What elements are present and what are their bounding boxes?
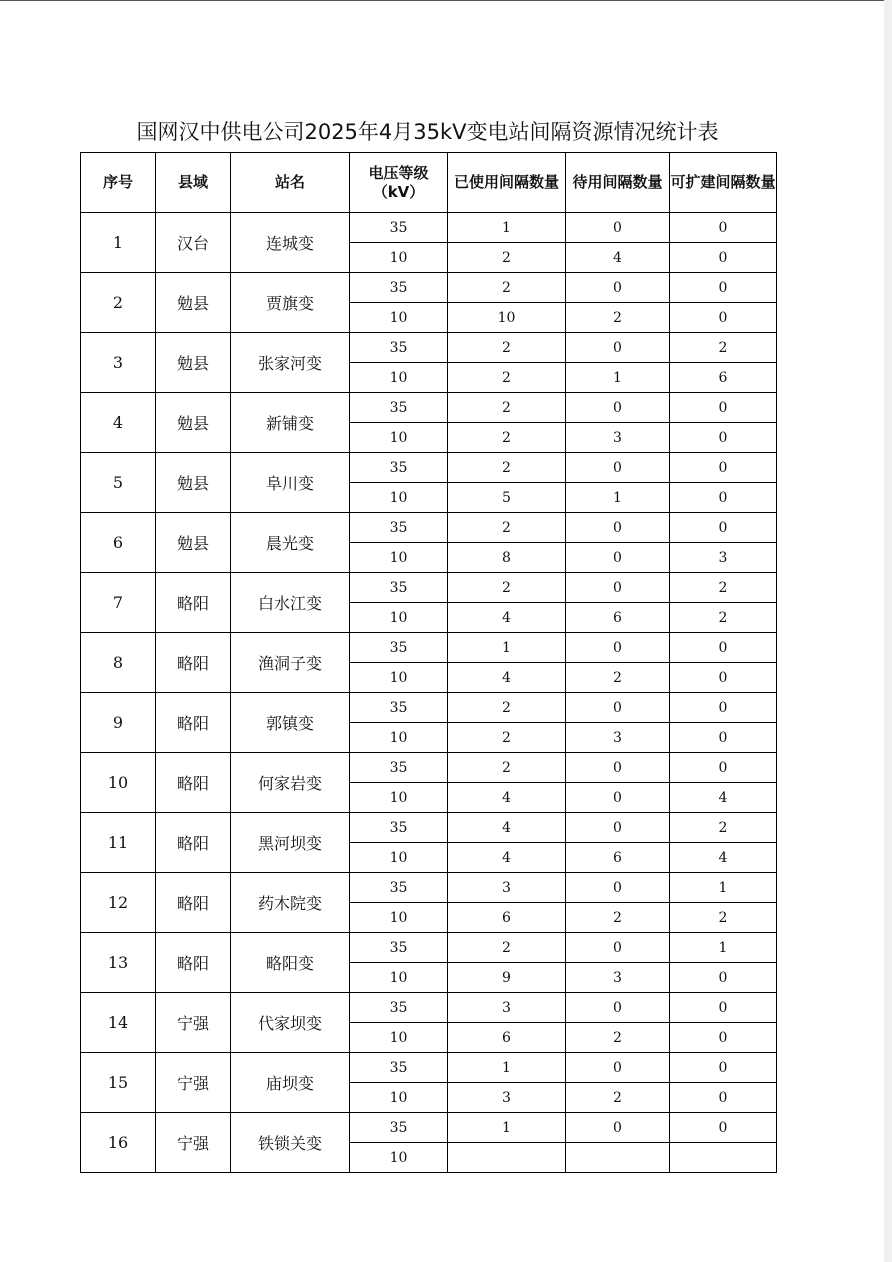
voltage-level-cell: 35 — [350, 393, 448, 423]
used-bays-cell: 2 — [448, 333, 566, 363]
header-standby-bays: 待用间隔数量 — [566, 153, 670, 213]
standby-bays-cell: 0 — [566, 873, 670, 903]
voltage-level-cell: 35 — [350, 513, 448, 543]
row-number-cell: 7 — [81, 573, 156, 633]
county-cell: 略阳 — [156, 633, 231, 693]
row-number-cell: 15 — [81, 1053, 156, 1113]
table-row — [81, 873, 777, 903]
row-number-cell: 4 — [81, 393, 156, 453]
standby-bays-cell: 3 — [566, 723, 670, 753]
standby-bays-cell: 0 — [566, 393, 670, 423]
voltage-level-cell: 35 — [350, 1053, 448, 1083]
expandable-bays-cell: 4 — [670, 783, 777, 813]
standby-bays-cell: 0 — [566, 213, 670, 243]
used-bays-cell — [448, 1143, 566, 1173]
header-expandable-bays: 可扩建间隔数量 — [670, 153, 777, 213]
voltage-level-cell: 10 — [350, 303, 448, 333]
standby-bays-cell: 1 — [566, 483, 670, 513]
used-bays-cell: 3 — [448, 1083, 566, 1113]
expandable-bays-cell: 0 — [670, 423, 777, 453]
voltage-level-cell: 10 — [350, 843, 448, 873]
expandable-bays-cell: 0 — [670, 1083, 777, 1113]
expandable-bays-cell: 1 — [670, 933, 777, 963]
voltage-level-cell: 35 — [350, 993, 448, 1023]
used-bays-cell: 4 — [448, 603, 566, 633]
used-bays-cell: 4 — [448, 663, 566, 693]
standby-bays-cell: 0 — [566, 783, 670, 813]
used-bays-cell: 2 — [448, 243, 566, 273]
expandable-bays-cell: 6 — [670, 363, 777, 393]
table-row — [81, 693, 777, 723]
county-cell: 勉县 — [156, 513, 231, 573]
station-name-cell: 何家岩变 — [231, 753, 350, 813]
used-bays-cell: 1 — [448, 633, 566, 663]
county-cell: 宁强 — [156, 993, 231, 1053]
page-title: 国网汉中供电公司2025年4月35kV变电站间隔资源情况统计表 — [136, 120, 719, 144]
table-row — [81, 993, 777, 1023]
used-bays-cell: 4 — [448, 813, 566, 843]
voltage-level-cell: 10 — [350, 603, 448, 633]
standby-bays-cell: 3 — [566, 423, 670, 453]
station-name-cell: 药木院变 — [231, 873, 350, 933]
expandable-bays-cell: 0 — [670, 1023, 777, 1053]
header-no: 序号 — [81, 153, 156, 213]
expandable-bays-cell: 0 — [670, 393, 777, 423]
used-bays-cell: 2 — [448, 513, 566, 543]
standby-bays-cell: 0 — [566, 543, 670, 573]
county-cell: 略阳 — [156, 873, 231, 933]
voltage-level-cell: 10 — [350, 723, 448, 753]
station-name-cell: 黑河坝变 — [231, 813, 350, 873]
standby-bays-cell: 4 — [566, 243, 670, 273]
expandable-bays-cell: 2 — [670, 603, 777, 633]
used-bays-cell: 6 — [448, 903, 566, 933]
used-bays-cell: 2 — [448, 723, 566, 753]
standby-bays-cell: 0 — [566, 633, 670, 663]
standby-bays-cell: 0 — [566, 573, 670, 603]
used-bays-cell: 4 — [448, 843, 566, 873]
expandable-bays-cell: 4 — [670, 843, 777, 873]
row-number-cell: 2 — [81, 273, 156, 333]
station-name-cell: 代家坝变 — [231, 993, 350, 1053]
table-row — [81, 453, 777, 483]
table-body — [81, 213, 777, 1173]
row-number-cell: 11 — [81, 813, 156, 873]
station-name-cell: 晨光变 — [231, 513, 350, 573]
voltage-level-cell: 35 — [350, 753, 448, 783]
expandable-bays-cell: 0 — [670, 663, 777, 693]
expandable-bays-cell: 0 — [670, 633, 777, 663]
row-number-cell: 14 — [81, 993, 156, 1053]
table-row — [81, 633, 777, 663]
used-bays-cell: 2 — [448, 693, 566, 723]
expandable-bays-cell: 0 — [670, 993, 777, 1023]
used-bays-cell: 2 — [448, 273, 566, 303]
station-name-cell: 白水江变 — [231, 573, 350, 633]
standby-bays-cell: 0 — [566, 1113, 670, 1143]
row-number-cell: 1 — [81, 213, 156, 273]
expandable-bays-cell: 2 — [670, 333, 777, 363]
standby-bays-cell: 0 — [566, 513, 670, 543]
table-row — [81, 1113, 777, 1143]
expandable-bays-cell: 0 — [670, 303, 777, 333]
expandable-bays-cell: 0 — [670, 753, 777, 783]
expandable-bays-cell: 0 — [670, 273, 777, 303]
station-name-cell: 张家河变 — [231, 333, 350, 393]
standby-bays-cell: 0 — [566, 333, 670, 363]
county-cell: 略阳 — [156, 753, 231, 813]
header-station: 站名 — [231, 153, 350, 213]
used-bays-cell: 2 — [448, 753, 566, 783]
voltage-level-cell: 10 — [350, 1023, 448, 1053]
station-name-cell: 庙坝变 — [231, 1053, 350, 1113]
voltage-level-cell: 35 — [350, 333, 448, 363]
station-name-cell: 郭镇变 — [231, 693, 350, 753]
expandable-bays-cell: 0 — [670, 453, 777, 483]
table-row — [81, 213, 777, 243]
county-cell: 略阳 — [156, 573, 231, 633]
voltage-level-cell: 35 — [350, 933, 448, 963]
county-cell: 略阳 — [156, 813, 231, 873]
table-row — [81, 813, 777, 843]
expandable-bays-cell: 0 — [670, 963, 777, 993]
expandable-bays-cell: 0 — [670, 483, 777, 513]
row-number-cell: 3 — [81, 333, 156, 393]
used-bays-cell: 4 — [448, 783, 566, 813]
voltage-level-cell: 35 — [350, 1113, 448, 1143]
standby-bays-cell: 0 — [566, 753, 670, 783]
standby-bays-cell: 2 — [566, 903, 670, 933]
voltage-level-cell: 35 — [350, 273, 448, 303]
county-cell: 宁强 — [156, 1053, 231, 1113]
voltage-level-cell: 35 — [350, 873, 448, 903]
expandable-bays-cell: 1 — [670, 873, 777, 903]
expandable-bays-cell: 0 — [670, 213, 777, 243]
expandable-bays-cell: 2 — [670, 813, 777, 843]
station-name-cell: 连城变 — [231, 213, 350, 273]
voltage-level-cell: 10 — [350, 1083, 448, 1113]
table-row — [81, 933, 777, 963]
county-cell: 汉台 — [156, 213, 231, 273]
voltage-level-cell: 35 — [350, 633, 448, 663]
standby-bays-cell: 0 — [566, 453, 670, 483]
header-county: 县域 — [156, 153, 231, 213]
voltage-level-cell: 35 — [350, 573, 448, 603]
voltage-level-cell: 10 — [350, 663, 448, 693]
row-number-cell: 6 — [81, 513, 156, 573]
row-number-cell: 9 — [81, 693, 156, 753]
table-row — [81, 513, 777, 543]
station-name-cell: 阜川变 — [231, 453, 350, 513]
expandable-bays-cell: 0 — [670, 693, 777, 723]
used-bays-cell: 2 — [448, 363, 566, 393]
row-number-cell: 8 — [81, 633, 156, 693]
used-bays-cell: 5 — [448, 483, 566, 513]
table-container — [80, 152, 777, 1166]
bay-resource-table — [80, 152, 777, 1173]
county-cell: 略阳 — [156, 933, 231, 993]
expandable-bays-cell: 2 — [670, 903, 777, 933]
voltage-level-cell: 10 — [350, 903, 448, 933]
voltage-level-cell: 10 — [350, 243, 448, 273]
standby-bays-cell: 0 — [566, 1053, 670, 1083]
row-number-cell: 5 — [81, 453, 156, 513]
used-bays-cell: 6 — [448, 1023, 566, 1053]
voltage-level-cell: 35 — [350, 213, 448, 243]
standby-bays-cell: 6 — [566, 603, 670, 633]
used-bays-cell: 10 — [448, 303, 566, 333]
county-cell: 勉县 — [156, 453, 231, 513]
used-bays-cell: 2 — [448, 393, 566, 423]
used-bays-cell: 1 — [448, 1113, 566, 1143]
voltage-level-cell: 10 — [350, 483, 448, 513]
station-name-cell: 贾旗变 — [231, 273, 350, 333]
row-number-cell: 16 — [81, 1113, 156, 1173]
standby-bays-cell: 0 — [566, 933, 670, 963]
header-used-bays: 已使用间隔数量 — [448, 153, 566, 213]
station-name-cell: 新铺变 — [231, 393, 350, 453]
voltage-level-cell: 10 — [350, 1143, 448, 1173]
table-row — [81, 1053, 777, 1083]
used-bays-cell: 3 — [448, 873, 566, 903]
table-row — [81, 753, 777, 783]
county-cell: 略阳 — [156, 693, 231, 753]
table-row — [81, 573, 777, 603]
used-bays-cell: 2 — [448, 423, 566, 453]
standby-bays-cell: 3 — [566, 963, 670, 993]
used-bays-cell: 1 — [448, 213, 566, 243]
standby-bays-cell: 2 — [566, 303, 670, 333]
table-row — [81, 273, 777, 303]
voltage-level-cell: 10 — [350, 543, 448, 573]
row-number-cell: 12 — [81, 873, 156, 933]
table-row — [81, 393, 777, 423]
expandable-bays-cell: 2 — [670, 573, 777, 603]
expandable-bays-cell: 0 — [670, 243, 777, 273]
standby-bays-cell: 0 — [566, 273, 670, 303]
station-name-cell: 铁锁关变 — [231, 1113, 350, 1173]
standby-bays-cell: 2 — [566, 1023, 670, 1053]
county-cell: 勉县 — [156, 333, 231, 393]
used-bays-cell: 9 — [448, 963, 566, 993]
page-edge — [884, 0, 892, 1262]
voltage-level-cell: 10 — [350, 423, 448, 453]
used-bays-cell: 2 — [448, 453, 566, 483]
used-bays-cell: 1 — [448, 1053, 566, 1083]
used-bays-cell: 2 — [448, 573, 566, 603]
standby-bays-cell: 1 — [566, 363, 670, 393]
station-name-cell: 渔洞子变 — [231, 633, 350, 693]
used-bays-cell: 8 — [448, 543, 566, 573]
standby-bays-cell: 6 — [566, 843, 670, 873]
header-row — [81, 153, 777, 213]
standby-bays-cell — [566, 1143, 670, 1173]
expandable-bays-cell: 0 — [670, 1113, 777, 1143]
voltage-level-cell: 10 — [350, 963, 448, 993]
row-number-cell: 13 — [81, 933, 156, 993]
standby-bays-cell: 2 — [566, 663, 670, 693]
expandable-bays-cell: 0 — [670, 1053, 777, 1083]
row-number-cell: 10 — [81, 753, 156, 813]
standby-bays-cell: 2 — [566, 1083, 670, 1113]
used-bays-cell: 2 — [448, 933, 566, 963]
expandable-bays-cell: 3 — [670, 543, 777, 573]
voltage-level-cell: 10 — [350, 363, 448, 393]
expandable-bays-cell: 0 — [670, 513, 777, 543]
voltage-level-cell: 35 — [350, 453, 448, 483]
top-border-line — [0, 0, 892, 1]
used-bays-cell: 3 — [448, 993, 566, 1023]
voltage-level-cell: 35 — [350, 813, 448, 843]
header-voltage-level: 电压等级（kV） — [350, 153, 448, 213]
county-cell: 宁强 — [156, 1113, 231, 1173]
table-row — [81, 333, 777, 363]
station-name-cell: 略阳变 — [231, 933, 350, 993]
voltage-level-cell: 35 — [350, 693, 448, 723]
expandable-bays-cell: 0 — [670, 723, 777, 753]
standby-bays-cell: 0 — [566, 813, 670, 843]
county-cell: 勉县 — [156, 273, 231, 333]
county-cell: 勉县 — [156, 393, 231, 453]
expandable-bays-cell — [670, 1143, 777, 1173]
standby-bays-cell: 0 — [566, 693, 670, 723]
voltage-level-cell: 10 — [350, 783, 448, 813]
standby-bays-cell: 0 — [566, 993, 670, 1023]
